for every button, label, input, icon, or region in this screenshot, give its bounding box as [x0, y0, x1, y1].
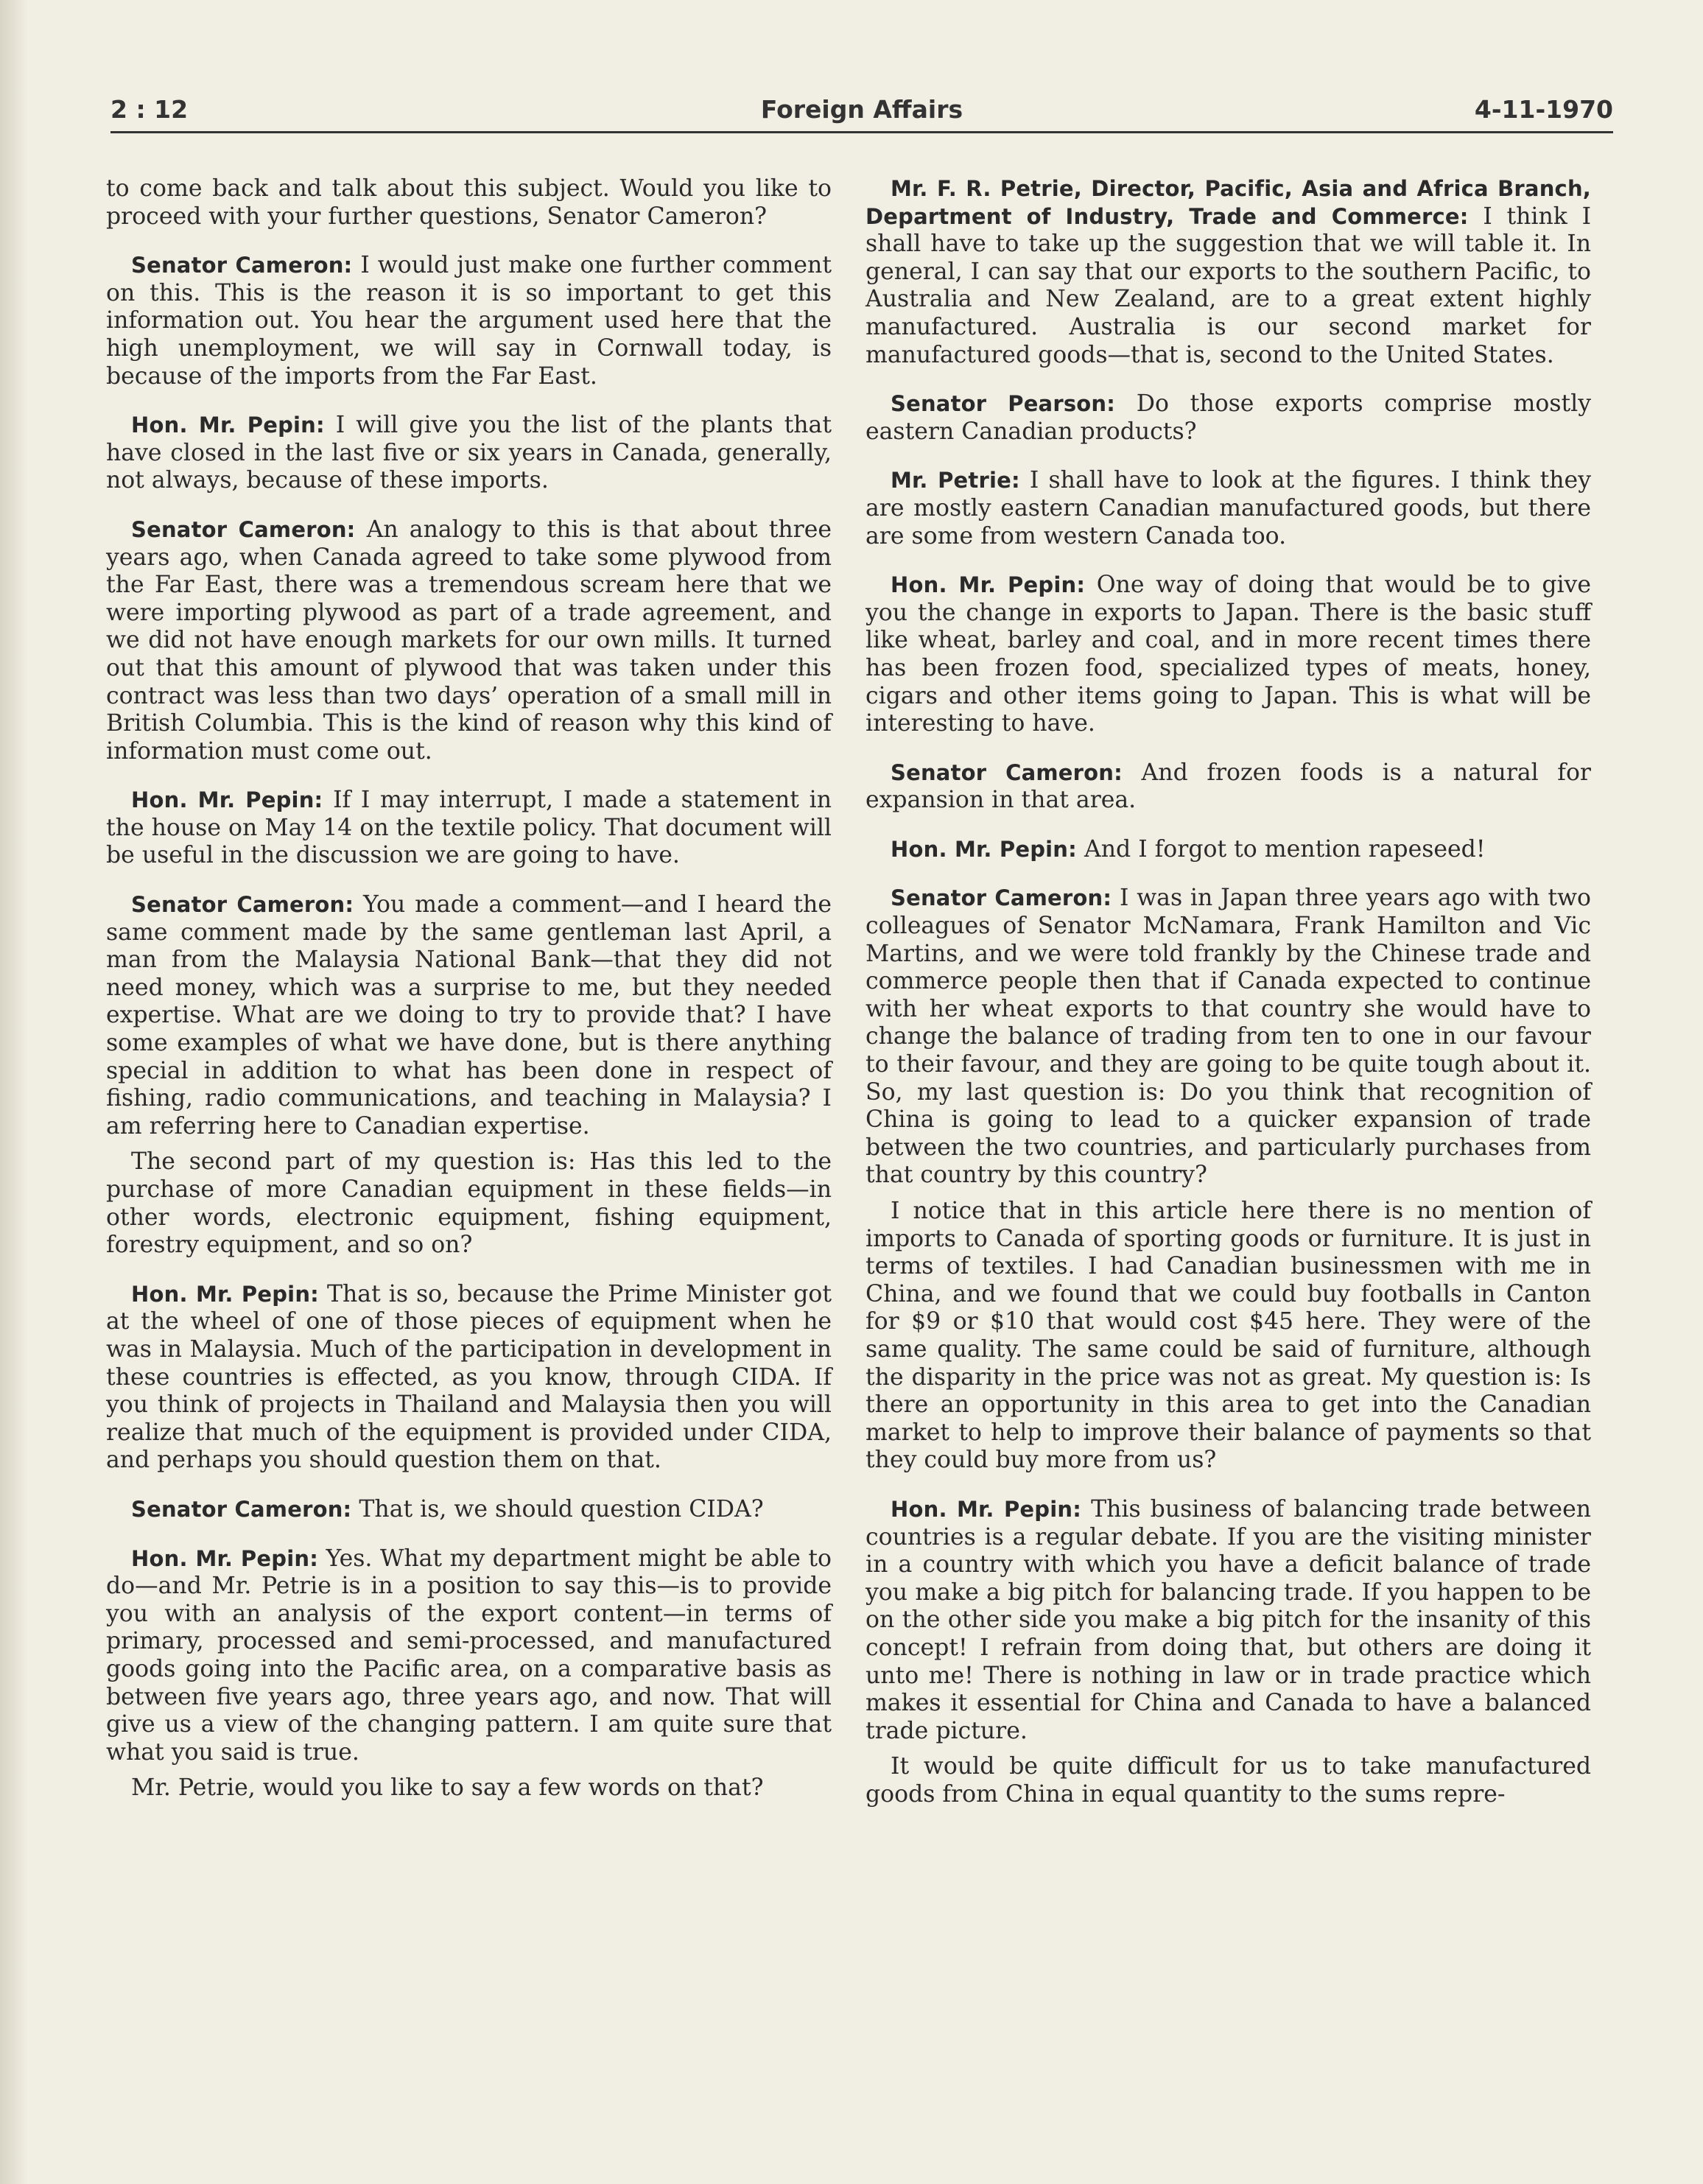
- paragraph-text: Yes. What my department might be able to do—and Mr. Petrie is in a position to say this—is to provide you with an analysis of the export content—in terms of primary, processed and semi-processed, and manufactured goods going into the Pacific area, on a comparative basis as between five years ago, three years ago, and now. That will give us a view of the changing pattern. I am quite sure that what you said is true.: [106, 1545, 832, 1766]
- paragraph: [865, 175, 1591, 369]
- speaker-label: Senator Cameron:: [131, 1496, 352, 1522]
- speaker-label: Mr. F. R. Petrie, Director, Pacific, Asia and Africa Branch, Department of Industry, Trade and Commerce:: [865, 176, 1591, 229]
- speaker-label: Hon. Mr. Pepin:: [891, 836, 1077, 862]
- paragraph-text: An analogy to this is that about three years ago, when Canada agreed to take some plywood from the Far East, there was a tremendous scream here that we were importing plywood as part of a trade agreement, and we did not have enough markets for our own mills. It turned out that this amount of plywood that was taken under this contract was less than two days’ operation of a small mill in British Columbia. This is the kind of reason why this kind of information must come out.: [106, 516, 832, 765]
- paragraph-text: I will give you the list of the plants that have closed in the last five or six years in Canada, generally, not always, because of these imports.: [106, 412, 832, 494]
- speaker-label: Hon. Mr. Pepin:: [131, 1545, 318, 1571]
- speaker-label: Hon. Mr. Pepin:: [131, 1281, 319, 1307]
- paragraph-text: If I may interrupt, I made a statement in the house on May 14 on the textile policy. That document will be useful in the discussion we are going to have.: [106, 787, 832, 869]
- paragraph-text: One way of doing that would be to give you the change in exports to Japan. There is the basic stuff like wheat, barley and coal, and in more recent times there has been frozen food, specialized types of meats, honey, cigars and other items going to Japan. This is what will be interesting to have.: [865, 572, 1591, 737]
- paragraph: [865, 390, 1591, 446]
- speaker-label: Hon. Mr. Pepin:: [891, 1496, 1082, 1522]
- paragraph: [865, 1198, 1591, 1475]
- page-number: 2 : 12: [110, 95, 189, 124]
- paragraph: [865, 467, 1591, 550]
- speaker-label: Senator Cameron:: [131, 253, 353, 278]
- paragraph-text: It would be quite difficult for us to take manufactured goods from China in equal quantity to the sums repre-: [865, 1753, 1591, 1808]
- paragraph: [106, 252, 832, 390]
- paragraph: [865, 572, 1591, 738]
- running-header: [110, 87, 1613, 133]
- paragraph-text: Mr. Petrie, would you like to say a few words on that?: [131, 1774, 764, 1802]
- paragraph: [106, 412, 832, 495]
- paragraph-text: That is so, because the Prime Minister got at the wheel of one of those pieces of equipment when he was in Malaysia. Much of the participation in development in these countries is effected, as you know, through CIDA. If you think of projects in Thailand and Malaysia then you will realize that much of the equipment is provided under CIDA, and perhaps you should question them on that.: [106, 1280, 832, 1474]
- paragraph-text: I think I shall have to take up the suggestion that we will table it. In general, I can say that our exports to the southern Pacific, to Australia and New Zealand, are to a great extent highly manufactured. Australia is our second market for manufactured goods—that is, second to the United States.: [865, 203, 1592, 368]
- paragraph: [106, 891, 832, 1140]
- paragraph: [106, 516, 832, 765]
- paragraph: [106, 1148, 832, 1259]
- paragraph: [106, 175, 832, 231]
- paragraph-text: And I forgot to mention rapeseed!: [1084, 835, 1486, 863]
- right-column: [865, 175, 1591, 1830]
- speaker-label: Senator Cameron:: [891, 759, 1123, 785]
- paragraph: [865, 1753, 1591, 1808]
- paragraph-text: And frozen foods is a natural for expansion in that area.: [865, 759, 1591, 814]
- paragraph-text: This business of balancing trade between countries is a regular debate. If you are the visiting minister in a country with which you have a deficit balance of trade you make a big pitch for balancing trade. If you happen to be on the other side you make a big pitch for the insanity of this concept! I refrain from doing that, but others are doing it unto me! There is nothing in law or in trade practice which makes it essential for China and Canada to have a balanced trade picture.: [865, 1495, 1591, 1744]
- speaker-label: Hon. Mr. Pepin:: [891, 572, 1086, 598]
- paragraph: [106, 1281, 832, 1475]
- paragraph: [106, 787, 832, 870]
- publication-title: Foreign Affairs: [760, 95, 963, 124]
- paragraph: [865, 1496, 1591, 1745]
- paragraph-text: That is, we should question CIDA?: [359, 1495, 764, 1523]
- page-edge-shadow: [0, 0, 28, 2184]
- paragraph: [865, 759, 1591, 815]
- paragraph: [106, 1496, 832, 1524]
- paragraph-text: You made a comment—and I heard the same comment made by the same gentleman last April, a man from the Malaysia National Bank—that they did not need money, which was a surprise to me, but they needed expertise. What are we doing to try to provide that? I have some examples of what we have done, but is there anything special in addition to what has been done in respect of fishing, radio communications, and teaching in Malaysia? I am referring here to Canadian expertise.: [106, 891, 832, 1140]
- paragraph-text: I shall have to look at the figures. I think they are mostly eastern Canadian manufactured goods, but there are some from western Canada too.: [865, 467, 1591, 549]
- speaker-label: Mr. Petrie:: [891, 468, 1020, 494]
- session-date: 4-11-1970: [1474, 95, 1613, 124]
- paragraph-text: I would just make one further comment on this. This is the reason it is so important to get this information out. You hear the argument used here that the high unemployment, we will say in Cornwall today, is because of the imports from the Far East.: [106, 252, 832, 390]
- speaker-label: Senator Cameron:: [131, 516, 356, 542]
- speaker-label: Hon. Mr. Pepin:: [131, 412, 325, 438]
- paragraph-text: I notice that in this article here there is no mention of imports to Canada of sporting goods or furniture. It is just in terms of textiles. I had Canadian businessmen with me in China, and we found that we could buy footballs in Canton for $9 or $10 that would cost $45 here. They were of the same quality. The same could be said of furniture, although the disparity in the price was not as great. My question is: Is there an opportunity in this area to get into the Canadian market to help to improve their balance of payments so that they could buy more from us?: [865, 1198, 1591, 1474]
- paragraph-text: Do those exports comprise mostly eastern Canadian products?: [865, 390, 1592, 445]
- paragraph-text: to come back and talk about this subject. Would you like to proceed with your further questions, Senator Cameron?: [106, 175, 832, 230]
- speaker-label: Senator Cameron:: [891, 885, 1112, 911]
- paragraph-text: The second part of my question is: Has this led to the purchase of more Canadian equipment in these fields—in other words, electronic equipment, fishing equipment, forestry equipment, and so on?: [106, 1148, 832, 1259]
- left-column: [106, 175, 832, 1824]
- paragraph-text: I was in Japan three years ago with two colleagues of Senator McNamara, Frank Hamilton and Vic Martins, and we were told frankly by the Chinese trade and commerce people then that if Canada expected to continue with her wheat exports to that country she would have to change the balance of trading from ten to one in our favour to their favour, and they are going to be quite tough about it. So, my last question is: Do you think that recognition of China is going to lead to a quicker expansion of trade between the two countries, and particularly purchases from that country by this country?: [865, 885, 1591, 1189]
- paragraph: [865, 885, 1591, 1190]
- paragraph: [106, 1774, 832, 1802]
- speaker-label: Senator Pearson:: [891, 391, 1116, 417]
- speaker-label: Senator Cameron:: [131, 892, 354, 918]
- paragraph: [865, 836, 1591, 864]
- speaker-label: Hon. Mr. Pepin:: [131, 787, 323, 813]
- paragraph: [106, 1545, 832, 1767]
